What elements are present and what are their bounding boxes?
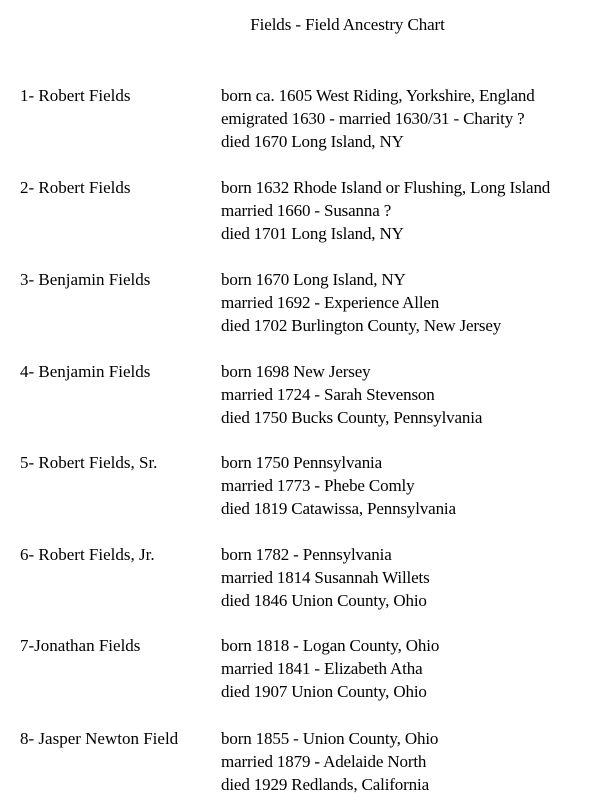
ancestor-name: 5- Robert Fields, Sr. [20,453,158,472]
ancestor-details [221,360,482,429]
ancestor-details [221,268,501,337]
birth-line: born 1782 - Pennsylvania [221,545,392,564]
ancestor-name: 2- Robert Fields [20,178,131,197]
ancestor-name: 6- Robert Fields, Jr. [20,545,155,564]
birth-line: born 1818 - Logan County, Ohio [221,636,440,655]
death-line: died 1750 Bucks County, Pennsylvania [221,408,483,427]
death-line: died 1670 Long Island, NY [221,132,404,151]
birth-line: born 1670 Long Island, NY [221,270,406,289]
ancestor-name: 3- Benjamin Fields [20,270,151,289]
ancestor-details [221,634,439,703]
marriage-line: married 1773 - Phebe Comly [221,476,415,495]
death-line: died 1929 Redlands, California [221,775,429,794]
ancestor-details [221,84,535,153]
birth-line: born 1855 - Union County, Ohio [221,729,439,748]
death-line: died 1702 Burlington County, New Jersey [221,316,502,335]
birth-line: born 1698 New Jersey [221,362,371,381]
ancestor-details [221,451,456,520]
marriage-line: married 1660 - Susanna ? [221,201,392,220]
ancestor-name: 7-Jonathan Fields [20,636,141,655]
marriage-line: married 1692 - Experience Allen [221,293,440,312]
ancestor-details [221,727,438,796]
marriage-line: emigrated 1630 - married 1630/31 - Charity ? [221,109,525,128]
ancestor-name: 4- Benjamin Fields [20,362,151,381]
birth-line: born 1632 Rhode Island or Flushing, Long Island [221,178,551,197]
death-line: died 1701 Long Island, NY [221,224,404,243]
marriage-line: married 1841 - Elizabeth Atha [221,659,423,678]
death-line: died 1907 Union County, Ohio [221,682,427,701]
document-title: Fields - Field Ancestry Chart [250,15,445,34]
ancestor-name: 8- Jasper Newton Field [20,729,179,748]
ancestor-details [221,543,430,612]
marriage-line: married 1814 Susannah Willets [221,568,430,587]
ancestor-name: 1- Robert Fields [20,86,131,105]
marriage-line: married 1879 - Adelaide North [221,752,427,771]
death-line: died 1819 Catawissa, Pennsylvania [221,499,456,518]
death-line: died 1846 Union County, Ohio [221,591,427,610]
birth-line: born ca. 1605 West Riding, Yorkshire, England [221,86,535,105]
ancestor-details [221,176,550,245]
birth-line: born 1750 Pennsylvania [221,453,383,472]
marriage-line: married 1724 - Sarah Stevenson [221,385,435,404]
